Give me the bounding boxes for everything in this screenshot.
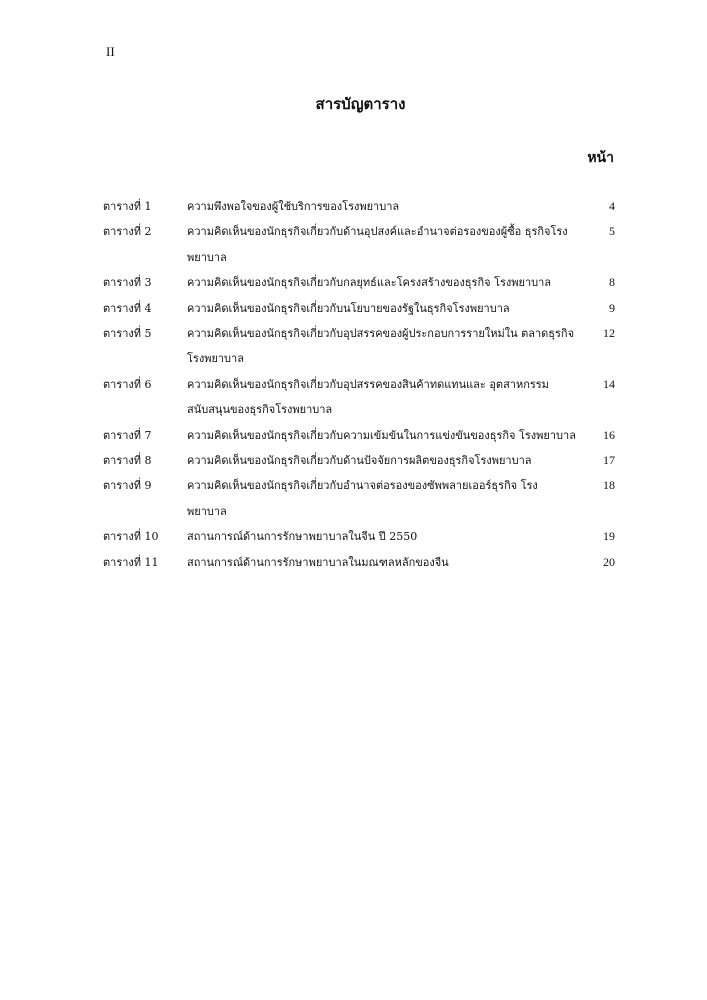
toc-entry-label: ตารางที่ 8 [103,454,152,468]
toc-entry-3 [103,270,615,295]
toc-entry-page: 19 [603,529,615,544]
table-of-contents [103,194,615,575]
toc-entry-page: 14 [603,376,615,391]
toc-entry-title: ความคิดเห็นของนักธุรกิจเกี่ยวกับด้านปัจจัยการผลิตของธุรกิจโรงพยาบาล [187,454,532,468]
toc-entry-page: 12 [603,326,615,341]
toc-entry-label: ตารางที่ 6 [103,377,152,391]
toc-entry-8 [103,448,615,473]
page-column-heading: หน้า [587,150,614,166]
toc-entry-title: ความคิดเห็นของนักธุรกิจเกี่ยวกับอุปสรรคของผู้ประกอบการรายใหม่ใน ตลาดธุรกิจโรงพยาบาล [187,327,575,366]
toc-entry-label: ตารางที่ 5 [103,327,152,341]
toc-entry-1 [103,194,615,219]
toc-entry-label: ตารางที่ 7 [103,428,152,442]
toc-entry-page: 16 [603,427,615,442]
toc-entry-4 [103,296,615,321]
toc-entry-label: ตารางที่ 10 [103,530,159,544]
toc-entry-11 [103,550,615,575]
toc-entry-label: ตารางที่ 9 [103,479,152,493]
toc-entry-title: ความคิดเห็นของนักธุรกิจเกี่ยวกับความเข้มข้นในการแข่งขันของธุรกิจ โรงพยาบาล [187,428,576,442]
toc-entry-title: ความพึงพอใจของผู้ใช้บริการของโรงพยาบาล [187,200,400,213]
toc-entry-2 [103,219,615,270]
toc-entry-6 [103,372,615,423]
toc-entry-title: ความคิดเห็นของนักธุรกิจเกี่ยวกับกลยุทธ์และโครงสร้างของธุรกิจ โรงพยาบาล [187,276,552,290]
toc-entry-page: 5 [609,224,615,239]
toc-entry-page: 20 [603,554,615,569]
toc-entry-page: 17 [603,453,615,468]
toc-entry-page: 18 [603,478,615,493]
page-number: II [106,44,115,59]
toc-entry-title: สถานการณ์ด้านการรักษาพยาบาลในมณฑลหลักของจีน [187,555,449,569]
toc-entry-page: 4 [609,199,615,213]
page-title: สารบัญตาราง [315,95,406,113]
toc-entry-label: ตารางที่ 11 [103,555,159,569]
toc-entry-title: ความคิดเห็นของนักธุรกิจเกี่ยวกับอำนาจต่อรองของซัพพลายเออร์ธุรกิจ โรงพยาบาล [187,479,538,518]
toc-entry-label: ตารางที่ 3 [103,276,152,290]
toc-entry-title: ความคิดเห็นของนักธุรกิจเกี่ยวกับนโยบายของรัฐในธุรกิจโรงพยาบาล [187,301,510,315]
toc-entry-10 [103,524,615,549]
toc-entry-title: สถานการณ์ด้านการรักษาพยาบาลในจีน ปี 2550 [187,530,418,544]
toc-entry-label: ตารางที่ 1 [103,200,152,213]
toc-entry-title: ความคิดเห็นของนักธุรกิจเกี่ยวกับอุปสรรคของสินค้าทดแทนและ อุตสาหกรรมสนับสนุนของธุรกิจโรงพยาบาล [187,377,549,417]
toc-entry-label: ตารางที่ 4 [103,301,152,315]
toc-entry-7 [103,423,615,448]
toc-entry-9 [103,473,615,524]
toc-entry-label: ตารางที่ 2 [103,225,152,239]
toc-entry-title: ความคิดเห็นของนักธุรกิจเกี่ยวกับด้านอุปสงค์และอำนาจต่อรองของผู้ซื้อ ธุรกิจโรงพยาบาล [187,225,568,264]
toc-entry-5 [103,321,615,372]
toc-entry-page: 8 [609,275,615,290]
toc-entry-page: 9 [609,300,615,315]
